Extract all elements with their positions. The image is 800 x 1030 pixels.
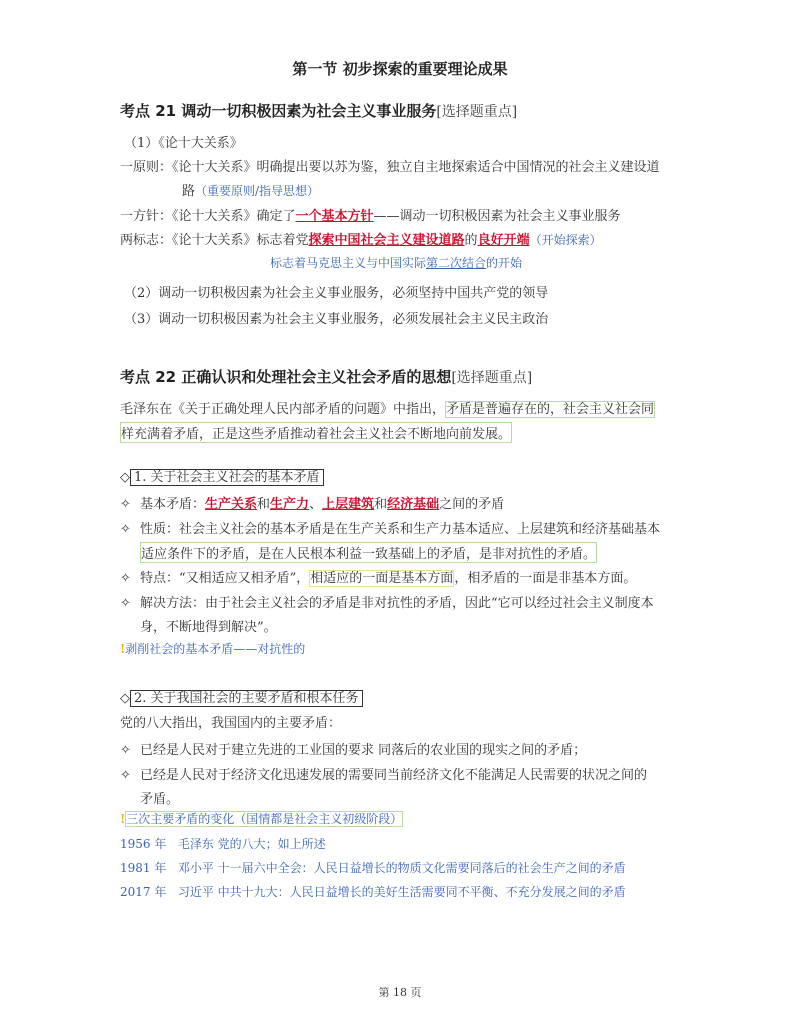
b1-key2: 生产力 [270, 497, 310, 512]
kd22-intro-line1 [120, 398, 655, 417]
diamond-icon: ◇ [120, 691, 130, 706]
bullet-icon: ✧ [120, 743, 131, 758]
biaozhi-label: 两标志： [120, 233, 173, 248]
row-text: 习近平 中共十九大：人民日益增长的美好生活需要同不平衡、不充分发展之间的矛盾 [177, 885, 626, 899]
sec2-bullet2 [120, 764, 647, 783]
yuanze-text: 《论十大关系》明确提出要以苏为鉴，独立自主地探索适合中国情况的社会主义建设道 [172, 160, 660, 175]
biaozhi-note: （开始探索） [529, 233, 602, 247]
sec2-bullet1 [120, 739, 586, 758]
kd21-yuanze [120, 156, 660, 175]
sec2-heading [120, 687, 363, 706]
kd21-heading [120, 100, 517, 121]
intro-box: 矛盾是普遍存在的，社会主义社会同 [446, 402, 655, 417]
kd21-yuanze-cont [182, 180, 319, 199]
bullet-icon: ✧ [120, 596, 131, 611]
row-text: 毛泽东 党的八大；如上所述 [177, 837, 326, 851]
b4-line1: 解决方法：由于社会主义社会的矛盾是非对抗性的矛盾，因此“它可以经过社会主义制度本 [140, 596, 654, 611]
b3-post: ，相矛盾的一面是非基本方面。 [454, 571, 637, 586]
fangzhen-pre: 《论十大关系》确定了 [172, 209, 296, 224]
sec1-warn [120, 640, 305, 657]
intro-pre: 毛泽东在《关于正确处理人民内部矛盾的问题》中指出， [120, 402, 446, 417]
sec1-bullet4 [120, 592, 654, 611]
biaozhi2-key: 第二次结合 [426, 256, 487, 270]
fangzhen-key: 一个基本方针 [295, 209, 374, 224]
sec1-heading-text: 1. 关于社会主义社会的基本矛盾 [130, 469, 324, 486]
contradiction-row [120, 859, 626, 876]
sec2-b1-text: 已经是人民对于建立先进的工业国的要求 同落后的农业国的现实之间的矛盾； [140, 743, 587, 758]
kd21-fangzhen [120, 205, 621, 224]
yuanze-label: 一原则： [120, 160, 173, 175]
sec1-bullet2 [120, 518, 660, 537]
sec2-warn-text: 三次主要矛盾的变化（国情都是社会主义初级阶段） [126, 812, 403, 826]
kd22-heading [120, 366, 532, 387]
diamond-icon: ◇ [120, 470, 130, 485]
yuanze-note: （重要原则/指导思想） [195, 184, 320, 198]
b1-key3: 上层建筑 [322, 497, 375, 512]
kd21-heading-text: 考点 21 调动一切积极因素为社会主义事业服务 [120, 102, 437, 120]
contradiction-row [120, 835, 326, 852]
sec2-bullet2-line2: 矛盾。 [140, 792, 180, 807]
biaozhi2-post: 的开始 [486, 256, 523, 270]
biaozhi2-pre: 标志着马克思主义与中国实际 [270, 256, 427, 270]
sec2-warn [120, 810, 403, 827]
kd22-tag: [选择题重点] [451, 370, 533, 386]
sec1-bullet3 [120, 567, 636, 586]
kd21-biaozhi2 [270, 254, 522, 271]
kd22-heading-text: 考点 22 正确认识和处理社会主义社会矛盾的思想 [120, 368, 452, 386]
sec2-heading-text: 2. 关于我国社会的主要矛盾和根本任务 [130, 690, 363, 707]
bullet-icon: ✧ [120, 571, 131, 586]
kd21-item2: （2）调动一切积极因素为社会主义事业服务，必须坚持中国共产党的领导 [124, 286, 549, 301]
b1-pre: 基本矛盾： [140, 497, 206, 512]
kd21-biaozhi [120, 229, 602, 248]
biaozhi-key1: 探索中国社会主义建设道路 [308, 233, 465, 248]
b3-box: 相适应的一面是基本方面 [310, 571, 454, 586]
kd21-item3: （3）调动一切积极因素为社会主义事业服务，必须发展社会主义民主政治 [124, 312, 549, 327]
b1-and1: 和 [257, 497, 271, 512]
yuanze-text2: 路 [182, 184, 196, 199]
bullet-icon: ✧ [120, 522, 131, 537]
sec2-intro: 党的八大指出，我国国内的主要矛盾： [120, 716, 342, 731]
sec1-warn-text: 剥削社会的基本矛盾——对抗性的 [125, 642, 306, 656]
b2-line1: 性质：社会主义社会的基本矛盾是在生产关系和生产力基本适应、上层建筑和经济基础基本 [140, 522, 661, 537]
section-title: 第一节 初步探索的重要理论成果 [292, 60, 508, 78]
warning-icon: ! [120, 812, 126, 826]
bullet-icon: ✧ [120, 768, 131, 783]
sec1-bullet1 [120, 493, 504, 512]
b3-pre: 特点：“又相适应又相矛盾”， [140, 571, 310, 586]
row-year: 1981 年 [120, 861, 167, 875]
biaozhi-mid: 的 [464, 233, 478, 248]
warning-icon: ! [120, 642, 126, 656]
kd21-tag: [选择题重点] [436, 104, 518, 120]
bullet-icon: ✧ [120, 497, 131, 512]
b1-sep: 、 [309, 497, 323, 512]
sec1-heading [120, 466, 324, 485]
contradiction-row [120, 883, 626, 900]
sec1-bullet4-line2: 身，不断地得到解决”。 [140, 620, 277, 635]
biaozhi-key2: 良好开端 [477, 233, 530, 248]
b1-key4: 经济基础 [387, 497, 440, 512]
page-footer: 第 18 页 [378, 986, 422, 999]
row-text: 邓小平 十一届六中全会：人民日益增长的物质文化需要同落后的社会生产之间的矛盾 [177, 861, 626, 875]
row-year: 2017 年 [120, 885, 167, 899]
b1-key1: 生产关系 [205, 497, 258, 512]
row-year: 1956 年 [120, 837, 167, 851]
sec2-b2-line1: 已经是人民对于经济文化迅速发展的需要同当前经济文化不能满足人民需要的状况之间的 [140, 768, 648, 783]
kd22-intro-line2: 样充满着矛盾，正是这些矛盾推动着社会主义社会不断地向前发展。 [120, 422, 512, 443]
fangzhen-post: ——调动一切积极因素为社会主义事业服务 [373, 209, 621, 224]
fangzhen-label: 一方针： [120, 209, 173, 224]
b1-post: 之间的矛盾 [439, 497, 505, 512]
kd21-item1: （1）《论十大关系》 [124, 136, 243, 151]
sec1-bullet2-line2: 适应条件下的矛盾，是在人民根本利益一致基础上的矛盾，是非对抗性的矛盾。 [140, 542, 597, 563]
b1-and2: 和 [374, 497, 388, 512]
biaozhi-pre: 《论十大关系》标志着党 [172, 233, 309, 248]
